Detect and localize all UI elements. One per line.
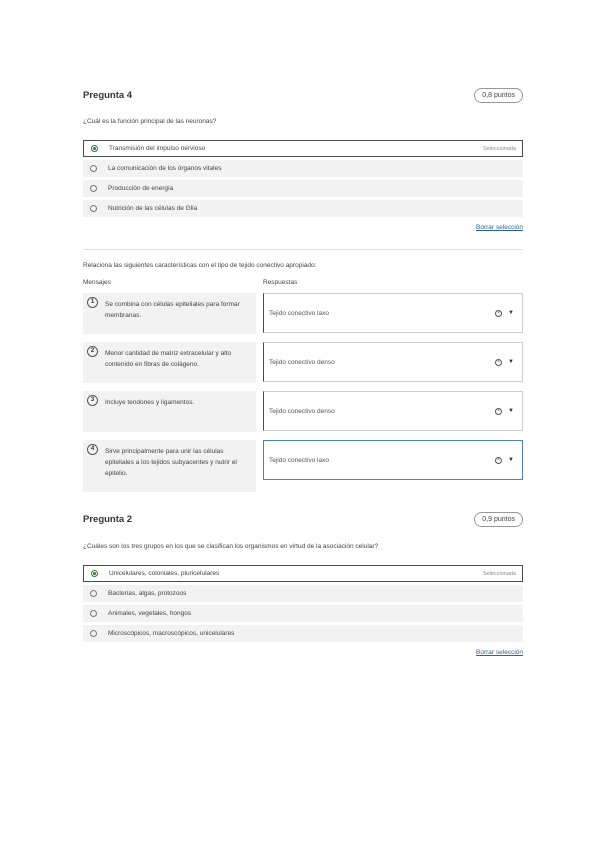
divider bbox=[83, 249, 523, 250]
radio-icon[interactable] bbox=[90, 185, 97, 192]
answer-option[interactable] bbox=[83, 625, 523, 642]
match-instruction: Relaciona las siguientes características con el tipo de tejido conectivo apropiado: bbox=[83, 262, 317, 269]
answer-option[interactable] bbox=[83, 585, 523, 602]
match-message bbox=[83, 342, 256, 383]
dropdown-value: Tejido conectivo denso bbox=[269, 407, 335, 415]
chevron-down-icon[interactable]: ▼ bbox=[508, 359, 514, 365]
answer-option[interactable] bbox=[83, 605, 523, 622]
chevron-down-icon[interactable]: ▼ bbox=[508, 457, 514, 463]
answers-column-header: Respuestas bbox=[263, 279, 298, 286]
radio-selected-icon[interactable] bbox=[91, 145, 98, 152]
option-label: Animales, vegetales, hongos bbox=[108, 610, 192, 617]
radio-icon[interactable] bbox=[90, 165, 97, 172]
number-badge: 4 bbox=[87, 444, 98, 455]
radio-icon[interactable] bbox=[90, 630, 97, 637]
points-badge: 0,8 puntos bbox=[474, 88, 523, 103]
option-label: Producción de energía bbox=[108, 185, 174, 192]
option-label: Nutrición de las células de Glia bbox=[108, 205, 198, 212]
answer-option[interactable] bbox=[83, 200, 523, 217]
option-label: Bacterias, algas, protozoos bbox=[108, 590, 187, 597]
answer-options bbox=[83, 565, 523, 645]
message-text: Incluye tendones y ligamentos. bbox=[105, 399, 195, 406]
answer-option[interactable] bbox=[83, 160, 523, 177]
answer-option[interactable] bbox=[83, 140, 523, 157]
chevron-down-icon[interactable]: ▼ bbox=[508, 310, 514, 316]
number-badge: 3 bbox=[87, 395, 98, 406]
message-text: Se combina con células epiteliales para formar membranas. bbox=[105, 301, 240, 319]
clear-circle-x-icon[interactable]: × bbox=[495, 457, 502, 464]
selected-tag: Seleccionada bbox=[482, 570, 516, 577]
selected-tag: Seleccionada bbox=[482, 145, 516, 152]
dropdown-value: Tejido conectivo denso bbox=[269, 358, 335, 366]
match-message bbox=[83, 293, 256, 334]
answer-dropdown[interactable] bbox=[263, 342, 523, 382]
question-title: Pregunta 4 bbox=[83, 90, 133, 101]
radio-selected-icon[interactable] bbox=[91, 570, 98, 577]
message-text: Sirve principalmente para unir las células epiteliales a los tejidos subyacentes y nutrir el epitelio. bbox=[105, 448, 237, 477]
clear-selection-link[interactable]: Borrar selección bbox=[476, 649, 523, 656]
option-label: Unicelulares, coloniales, pluricelulares bbox=[109, 570, 220, 577]
clear-circle-x-icon[interactable]: × bbox=[495, 310, 502, 317]
answer-option[interactable] bbox=[83, 565, 523, 582]
radio-icon[interactable] bbox=[90, 205, 97, 212]
clear-circle-x-icon[interactable]: × bbox=[495, 359, 502, 366]
dropdown-value: Tejido conectivo laxo bbox=[269, 309, 329, 317]
match-message bbox=[83, 440, 256, 492]
number-badge: 2 bbox=[87, 346, 98, 357]
question-text: ¿Cuál es la función principal de las neuronas? bbox=[83, 118, 217, 125]
points-badge: 0,9 puntos bbox=[474, 512, 523, 527]
answer-dropdown[interactable] bbox=[263, 391, 523, 431]
message-text: Menor cantidad de matriz extracelular y alto contenido en fibras de colágeno. bbox=[105, 350, 232, 368]
number-badge: 1 bbox=[87, 297, 98, 308]
clear-circle-x-icon[interactable]: × bbox=[495, 408, 502, 415]
answer-dropdown[interactable] bbox=[263, 293, 523, 333]
answer-option[interactable] bbox=[83, 180, 523, 197]
option-label: Transmisión del impulso nervioso bbox=[109, 145, 206, 152]
question-2-header bbox=[83, 512, 523, 527]
answer-dropdown[interactable] bbox=[263, 440, 523, 480]
radio-icon[interactable] bbox=[90, 610, 97, 617]
question-4-header bbox=[83, 88, 523, 103]
option-label: La comunicación de los órganos vitales bbox=[108, 165, 222, 172]
answer-options bbox=[83, 140, 523, 220]
option-label: Microscópicos, macroscópicos, unicelulares bbox=[108, 630, 235, 637]
dropdown-value: Tejido conectivo laxo bbox=[269, 456, 329, 464]
radio-icon[interactable] bbox=[90, 590, 97, 597]
match-message bbox=[83, 391, 256, 432]
question-title: Pregunta 2 bbox=[83, 514, 133, 525]
chevron-down-icon[interactable]: ▼ bbox=[508, 408, 514, 414]
clear-selection-link[interactable]: Borrar selección bbox=[476, 224, 523, 231]
question-text: ¿Cuáles son los tres grupos en los que se clasifican los organismos en virtud de la asociación celular? bbox=[83, 543, 379, 550]
messages-column-header: Mensajes bbox=[83, 279, 111, 286]
